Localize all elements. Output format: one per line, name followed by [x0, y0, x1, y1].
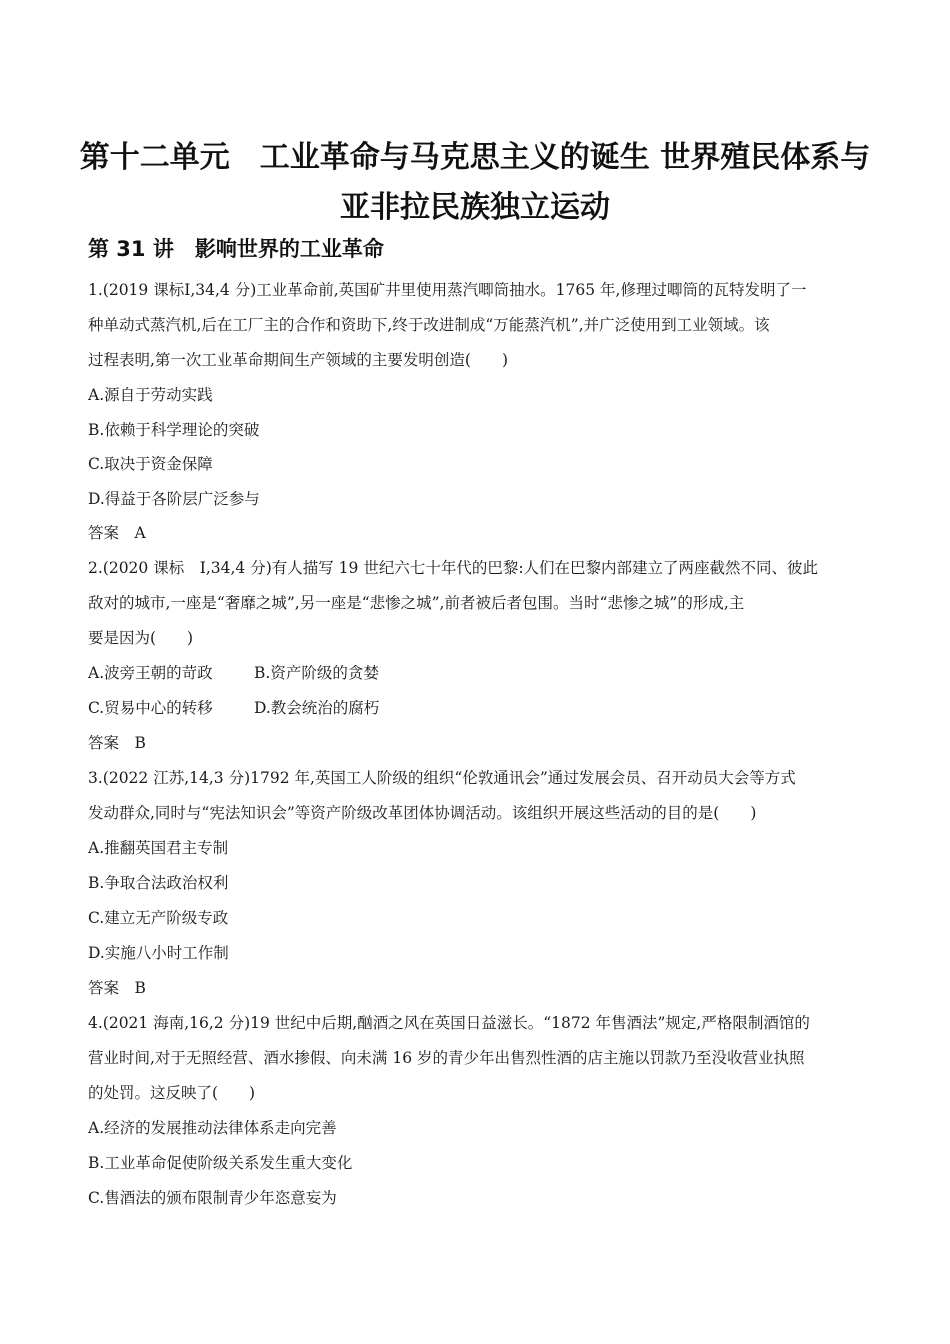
q3-option-a: A.推翻英国君主专制	[88, 839, 229, 857]
q3-answer: 答案 B	[88, 979, 146, 997]
q3-option-c: C.建立无产阶级专政	[88, 909, 229, 927]
unit-title-line-2: 亚非拉民族独立运动	[340, 190, 610, 225]
q4-stem-line-2: 营业时间,对于无照经营、酒水掺假、向未满 16 岁的青少年出售烈性酒的店主施以罚款乃至没收营业执照	[88, 1049, 805, 1067]
q2-option-d: D.教会统治的腐朽	[254, 699, 380, 717]
q1-option-a: A.源自于劳动实践	[88, 386, 213, 404]
q2-option-c: C.贸易中心的转移	[88, 699, 213, 717]
q2-option-a: A.波旁王朝的苛政	[88, 664, 213, 682]
q1-stem-line-3: 过程表明,第一次工业革命期间生产领域的主要发明创造( )	[88, 351, 509, 369]
q3-option-b: B.争取合法政治权利	[88, 874, 229, 892]
q4-option-b: B.工业革命促使阶级关系发生重大变化	[88, 1154, 353, 1172]
lecture-heading: 第 31 讲 影响世界的工业革命	[88, 237, 384, 261]
q2-stem-line-1: 2.(2020 课标 Ⅰ,34,4 分)有人描写 19 世纪六七十年代的巴黎:人们在巴黎内部建立了两座截然不同、彼此	[88, 559, 819, 577]
q3-option-d: D.实施八小时工作制	[88, 944, 229, 962]
q1-answer: 答案 A	[88, 524, 146, 542]
q2-options-row-2	[88, 696, 379, 718]
q4-stem-line-1: 4.(2021 海南,16,2 分)19 世纪中后期,酗酒之风在英国日益滋长。“1872 年售酒法”规定,严格限制酒馆的	[88, 1014, 810, 1032]
unit-title-line-1: 第十二单元 工业革命与马克思主义的诞生 世界殖民体系与	[79, 140, 871, 175]
q4-option-c: C.售酒法的颁布限制青少年恣意妄为	[88, 1189, 337, 1207]
q2-stem-line-2: 敌对的城市,一座是“奢靡之城”,另一座是“悲惨之城”,前者被后者包围。当时“悲惨之城”的形成,主	[88, 594, 745, 612]
q2-answer: 答案 B	[88, 734, 146, 752]
q3-stem-line-1: 3.(2022 江苏,14,3 分)1792 年,英国工人阶级的组织“伦敦通讯会”通过发展会员、召开动员大会等方式	[88, 769, 796, 787]
q1-option-c: C.取决于资金保障	[88, 455, 213, 473]
q1-stem-line-2: 种单动式蒸汽机,后在工厂主的合作和资助下,终于改进制成“万能蒸汽机”,并广泛使用到工业领域。该	[88, 316, 770, 334]
q4-option-a: A.经济的发展推动法律体系走向完善	[88, 1119, 337, 1137]
q3-stem-line-2: 发动群众,同时与“宪法知识会”等资产阶级改革团体协调活动。该组织开展这些活动的目的是( )	[88, 804, 757, 822]
q2-options-row-1	[88, 661, 379, 683]
q4-stem-line-3: 的处罚。这反映了( )	[88, 1084, 256, 1102]
q2-stem-line-3: 要是因为( )	[88, 629, 194, 647]
q1-stem-line-1: 1.(2019 课标Ⅰ,34,4 分)工业革命前,英国矿井里使用蒸汽唧筒抽水。1765 年,修理过唧筒的瓦特发明了一	[88, 281, 807, 299]
q1-option-b: B.依赖于科学理论的突破	[88, 421, 260, 439]
q2-option-b: B.资产阶级的贪婪	[254, 664, 379, 682]
q1-option-d: D.得益于各阶层广泛参与	[88, 490, 260, 508]
